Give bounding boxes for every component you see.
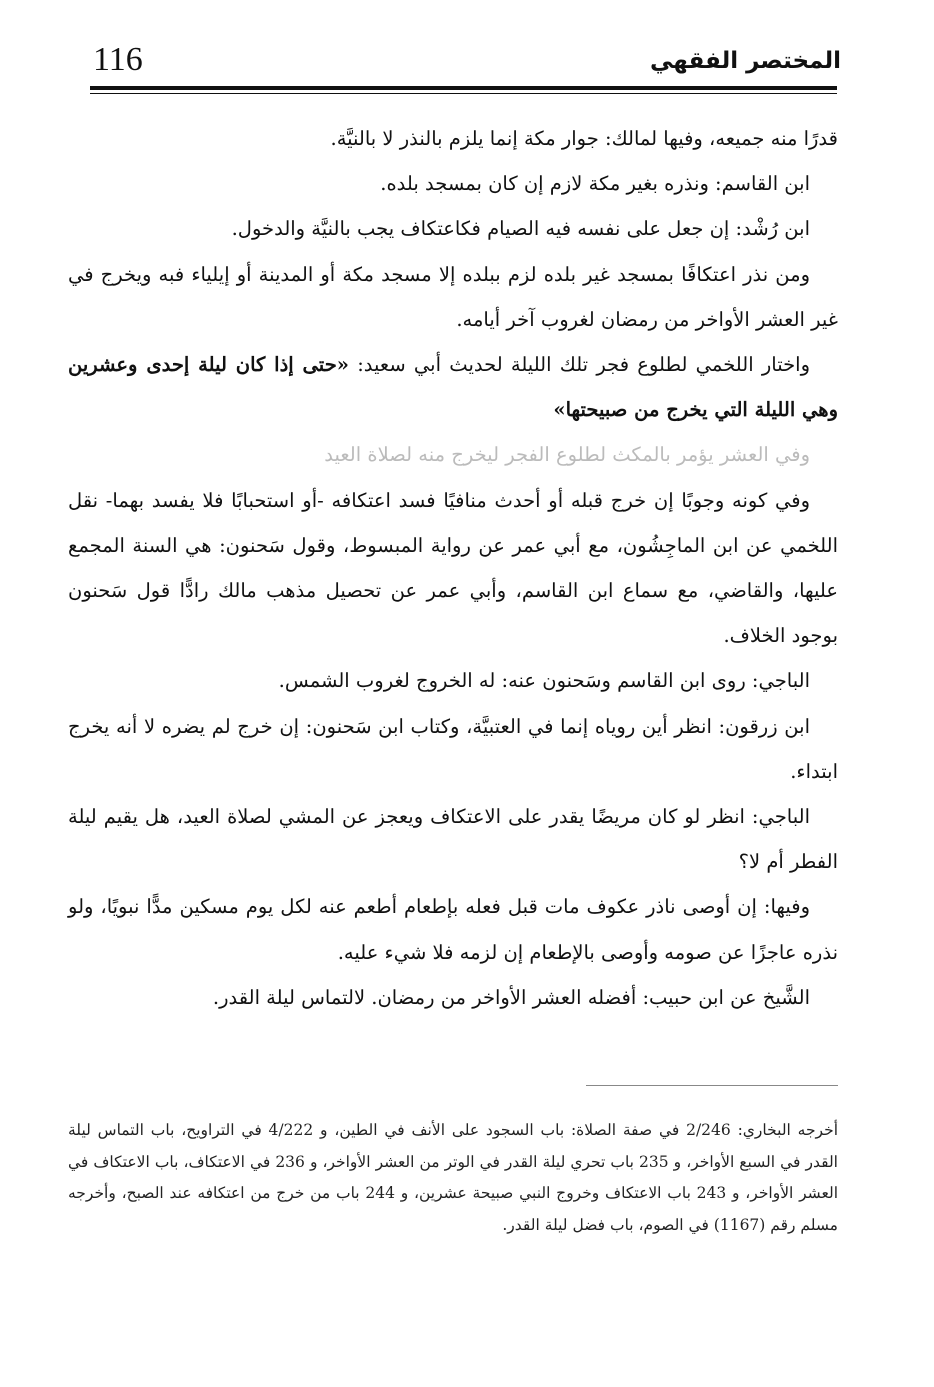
paragraph: الباجي: روى ابن القاسم وسَحنون عنه: له الخروج لغروب الشمس. [278, 669, 810, 693]
paragraph: الشَّيخ عن ابن حبيب: أفضله العشر الأواخر من رمضان. لالتماس ليلة القدر. [212, 985, 810, 1009]
paragraph: ابن القاسم: ونذره بغير مكة لازم إن كان بمسجد بلده. [380, 172, 810, 196]
footnote [68, 1115, 838, 1241]
header-rule-thin [90, 93, 837, 94]
footnote-text: أخرجه البخاري: 2/246 في صفة الصلاة: باب السجود على الأنف في الطين، و 4/222 في التراويح، باب التماس ليلة القدر في السبع الأواخر، و 235 باب تحري ليلة القدر في الوتر من العشر الأواخر، و 236 في الاعتكاف، باب الاعتكاف في العشر الأواخر، و 243 باب الاعتكاف وخروج النبي صبيحة عشرين، و 244 باب من خرج من اعتكافه عند الصبح، وأخرجه مسلم رقم (1167) في الصوم، باب فضل ليلة القدر. [68, 1121, 838, 1234]
paragraph-text: واختار اللخمي لطلوع فجر تلك الليلة لحديث أبي سعيد: [357, 353, 811, 377]
page-number: 116 [93, 41, 143, 78]
running-title: المختصر الفقهي [650, 48, 841, 74]
hadith-quote: «حتى إذا كان ليلة إحدى وعشرين وهي الليلة التي يخرج من صبيحتها» [68, 353, 838, 422]
paragraph [68, 342, 838, 432]
paragraph: وفيها: إن أوصى ناذر عكوف مات قبل فعله بإطعام أطعم عنه لكل يوم مسكين مدًّا نبويًا، ولو نذره عاجزًا عن صومه وأوصى بالإطعام إن لزمه فلا شيء عليه. [68, 895, 838, 964]
header-rule-thick [90, 86, 837, 90]
paragraph: ابن رُشْد: إن جعل على نفسه فيه الصيام فكاعتكاف يجب بالنيَّة والدخول. [231, 217, 810, 241]
faded-paragraph: وفي العشر يؤمر بالمكث لطلوع الفجر ليخرج منه لصلاة العيد [324, 443, 810, 467]
paragraph: وفي كونه وجوبًا إن خرج قبله أو أحدث منافيًا فسد اعتكافه -أو استحبابًا فلا يفسد بهما- نقل اللخمي عن ابن الماجِشُون، مع أبي عمر عن رواية المبسوط، وقول سَحنون: هي السنة المجمع عليها، والقاضي، مع سماع ابن القاسم، وأبي عمر عن تحصيل مذهب مالك رادًّا قول سَحنون بوجود الخلاف. [68, 488, 839, 648]
footnote-rule [586, 1085, 838, 1086]
paragraph: ومن نذر اعتكافًا بمسجد غير بلده لزم ببلده إلا مسجد مكة أو المدينة أو إيلياء فبه ويخرج في غير العشر الأواخر من رمضان لغروب آخر أيامه. [68, 262, 838, 331]
paragraph: قدرًا منه جميعه، وفيها لمالك: جوار مكة إنما يلزم بالنذر لا بالنيَّة. [330, 127, 838, 150]
body-text [68, 116, 838, 1020]
paragraph: ابن زرقون: انظر أين روياه إنما في العتبيَّة، وكتاب ابن سَحنون: إن خرج لم يضره لا أنه يخرج ابتداء. [68, 714, 838, 783]
paragraph: الباجي: انظر لو كان مريضًا يقدر على الاعتكاف ويعجز عن المشي لصلاة العيد، هل يقيم ليلة الفطر أم لا؟ [68, 805, 838, 874]
